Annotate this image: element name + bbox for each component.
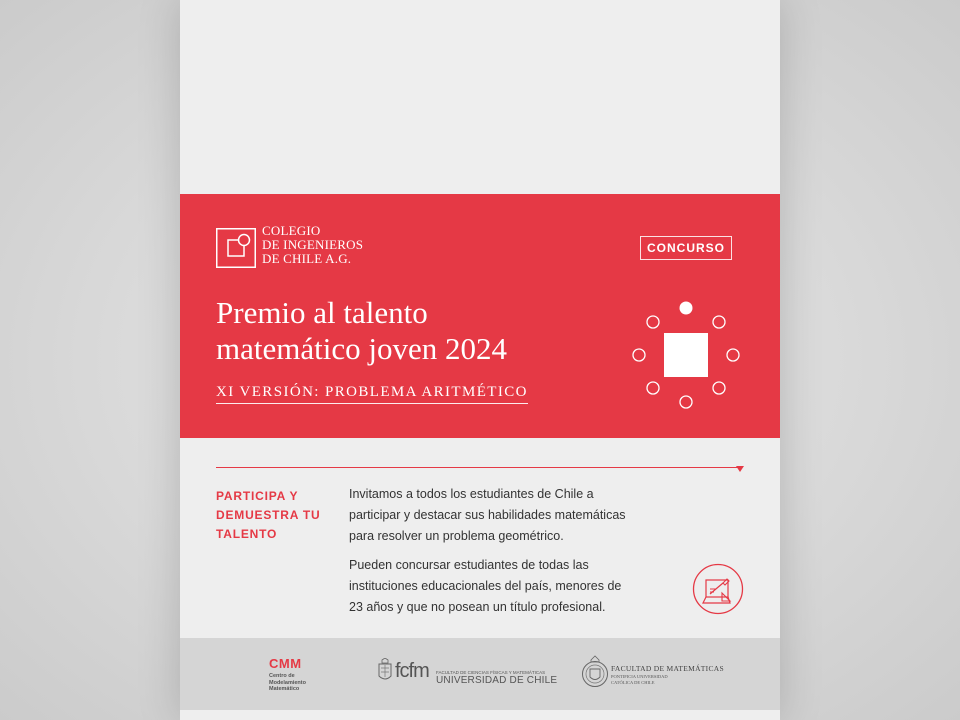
invitation-line1: Invitamos a todos los estudiantes de Chile a [349,487,594,501]
puc-logo [581,654,724,694]
eligibility-line2: instituciones educacionales del país, menores de [349,579,622,593]
cmm-sub-line3: Matemático [269,686,300,692]
eligibility-line1: Pueden concursar estudiantes de todas las [349,558,589,572]
invitation-line2: participar y destacar sus habilidades matemáticas [349,508,626,522]
page-subtitle: XI VERSIÓN: PROBLEMA ARITMÉTICO [216,384,528,404]
org-name-line3: DE CHILE A.G. [262,251,352,266]
section-heading [216,487,336,544]
dots-square-emblem-icon [630,294,750,414]
fcfm-university-name: UNIVERSIDAD DE CHILE [436,675,558,686]
page-title-line2: matemático joven 2024 [216,331,507,366]
colegio-logo-icon [216,228,256,268]
page-title [216,295,507,367]
invitation-paragraph [349,484,649,547]
cmm-sub-line2: Modelamiento [269,679,306,686]
fcfm-wordmark: fcfm [395,660,429,682]
section-divider [216,467,738,468]
org-name-line1: COLEGIO [262,223,321,238]
eligibility-line3: 23 años y que no posean un título profesional. [349,600,606,614]
cmm-logo-subtitle [269,673,306,693]
puc-university-line1: PONTIFICIA UNIVERSIDAD [611,674,668,679]
fcfm-faculty-name: FACULTAD DE CIENCIAS FÍSICAS Y MATEMÁTICAS [436,670,546,675]
cmm-logo [269,656,306,693]
uchile-seal-icon [377,658,393,684]
fcfm-logo [377,658,558,688]
invitation-line3: para resolver un problema geométrico. [349,529,564,543]
geometry-drawing-icon [692,563,744,615]
newsletter-card [180,0,780,720]
divider-arrow-icon [736,466,744,472]
section-heading-line2: DEMUESTRA TU [216,508,321,522]
section-heading-line1: PARTICIPA Y [216,489,299,503]
partners-footer [180,638,780,710]
header-banner [180,194,780,438]
section-heading-line3: TALENTO [216,527,278,541]
org-name [262,224,363,266]
concurso-badge: CONCURSO [640,236,732,260]
org-name-line2: DE INGENIEROS [262,237,364,252]
cmm-logo-title: CMM [269,656,302,671]
puc-faculty-name: FACULTAD DE MATEMÁTICAS [611,664,724,673]
eligibility-paragraph [349,555,649,618]
page-title-line1: Premio al talento [216,295,428,330]
puc-seal-icon [581,654,609,692]
puc-university-line2: CATÓLICA DE CHILE [611,680,655,685]
cmm-sub-line1: Centro de [269,673,295,679]
puc-university-name [611,674,668,686]
